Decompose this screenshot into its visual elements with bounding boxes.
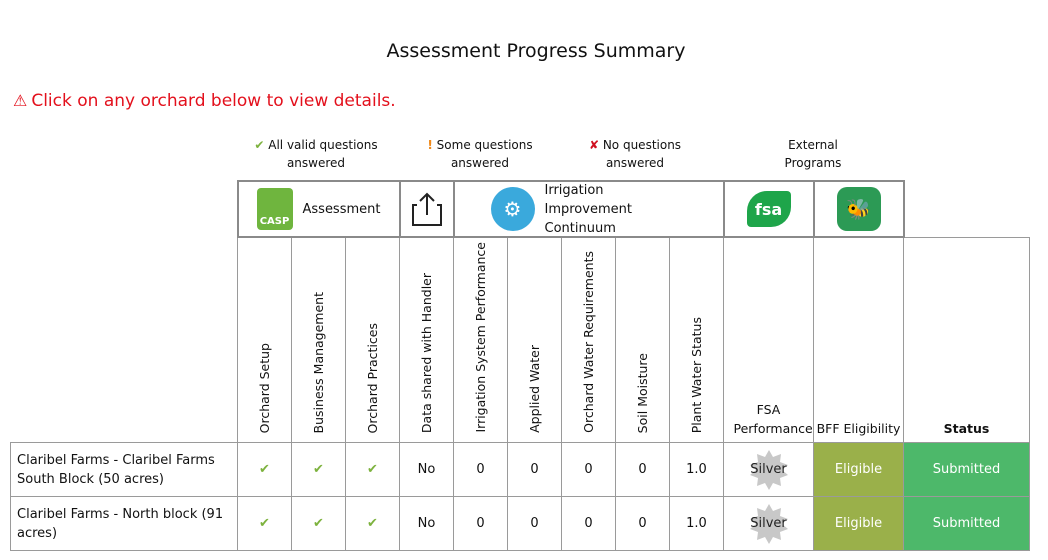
- x-icon: ✘: [588, 138, 599, 152]
- check-icon: ✔: [313, 516, 324, 531]
- col-bff-eligibility: [814, 237, 904, 443]
- col-orchard-water: [562, 237, 616, 443]
- col-soil-moisture-label: Soil Moisture: [635, 352, 650, 433]
- fsa-level-text: Silver: [750, 461, 787, 477]
- irrigation-system-value: 0: [454, 497, 508, 551]
- orchard-practices-check: [346, 497, 400, 551]
- irrigation-continuum-icon: ⚙: [491, 187, 535, 231]
- col-irrigation-system: [454, 237, 508, 443]
- business-management-check: [292, 497, 346, 551]
- col-status-label: Status: [943, 421, 990, 436]
- legend-external-text: External Programs: [784, 138, 842, 170]
- casp-logo-icon: [257, 188, 293, 230]
- table-row[interactable]: [11, 443, 1030, 497]
- bff-eligibility-cell: Eligible: [814, 443, 904, 497]
- data-shared-value: No: [400, 497, 454, 551]
- warning-icon: ⚠: [13, 91, 28, 110]
- soil-moisture-value: 0: [616, 443, 670, 497]
- col-fsa-performance-label: FSA Performance: [733, 402, 813, 436]
- orchard-name[interactable]: Claribel Farms - Claribel Farms South Block (50 acres): [11, 443, 238, 497]
- page-title: Assessment Progress Summary: [386, 40, 686, 62]
- col-status: [904, 237, 1030, 443]
- business-management-check: [292, 443, 346, 497]
- col-orchard-setup: [238, 237, 292, 443]
- orchard-practices-check: [346, 443, 400, 497]
- orchard-setup-check: [238, 497, 292, 551]
- orchard-setup-check: [238, 443, 292, 497]
- applied-water-value: 0: [508, 443, 562, 497]
- legend-all-valid-text: All valid questions answered: [268, 138, 378, 170]
- legend-none: [585, 136, 685, 172]
- orchard-name[interactable]: Claribel Farms - North block (91 acres): [11, 497, 238, 551]
- click-hint-text: Click on any orchard below to view details.: [31, 91, 396, 111]
- col-data-shared: [400, 237, 454, 443]
- bff-header: [814, 181, 904, 237]
- irrigation-group-header: [454, 181, 724, 237]
- fsa-logo-text: fsa: [754, 199, 783, 219]
- check-icon: ✔: [259, 516, 270, 531]
- assessment-group-label: Assessment: [302, 201, 381, 217]
- silver-badge: [748, 503, 790, 545]
- fsa-level-text: Silver: [750, 515, 787, 531]
- plant-water-value: 1.0: [670, 443, 724, 497]
- col-plant-water: [670, 237, 724, 443]
- exclamation-icon: !: [427, 138, 433, 152]
- col-orchard-water-label: Orchard Water Requirements: [581, 251, 596, 433]
- check-icon: ✔: [367, 462, 378, 477]
- col-orchard-setup-label: Orchard Setup: [257, 342, 272, 433]
- fsa-logo-icon: [747, 191, 791, 227]
- casp-logo-text: CASP: [259, 216, 290, 227]
- check-icon: ✔: [313, 462, 324, 477]
- soil-moisture-value: 0: [616, 497, 670, 551]
- fsa-performance-cell: [724, 497, 814, 551]
- col-fsa-performance: [724, 237, 814, 443]
- check-icon: ✔: [254, 138, 265, 152]
- col-applied-water: [508, 237, 562, 443]
- share-header[interactable]: [400, 181, 454, 237]
- check-icon: ✔: [367, 516, 378, 531]
- col-plant-water-label: Plant Water Status: [689, 316, 704, 433]
- assessment-group-header: [238, 181, 400, 237]
- col-orchard-practices-label: Orchard Practices: [365, 322, 380, 433]
- irrigation-system-value: 0: [454, 443, 508, 497]
- legend-some: [425, 136, 535, 172]
- orchard-water-value: 0: [562, 497, 616, 551]
- assessment-table: [10, 180, 1030, 551]
- col-business-management-label: Business Management: [311, 291, 326, 433]
- col-data-shared-label: Data shared with Handler: [419, 272, 434, 433]
- silver-badge: [748, 449, 790, 491]
- fsa-header: [724, 181, 814, 237]
- data-shared-value: No: [400, 443, 454, 497]
- col-bff-eligibility-label: BFF Eligibility: [816, 421, 901, 436]
- col-orchard-practices: [346, 237, 400, 443]
- table-row[interactable]: [11, 497, 1030, 551]
- fsa-performance-cell: [724, 443, 814, 497]
- legend-external: [778, 136, 848, 172]
- legend-all-valid: [252, 136, 380, 172]
- legend-none-text: No questions answered: [602, 138, 682, 170]
- col-irrigation-system-label: Irrigation System Performance: [473, 242, 488, 433]
- status-cell: Submitted: [904, 443, 1030, 497]
- bff-eligibility-cell: Eligible: [814, 497, 904, 551]
- plant-water-value: 1.0: [670, 497, 724, 551]
- click-hint: [13, 91, 396, 111]
- bee-friendly-logo-icon: 🐝: [837, 187, 881, 231]
- irrigation-group-label: Irrigation Improvement Continuum: [544, 182, 632, 236]
- applied-water-value: 0: [508, 497, 562, 551]
- orchard-water-value: 0: [562, 443, 616, 497]
- check-icon: ✔: [259, 462, 270, 477]
- status-cell: Submitted: [904, 497, 1030, 551]
- legend-some-text: Some questions answered: [436, 138, 533, 170]
- col-soil-moisture: [616, 237, 670, 443]
- share-icon: [411, 191, 443, 227]
- col-business-management: [292, 237, 346, 443]
- col-applied-water-label: Applied Water: [527, 345, 542, 433]
